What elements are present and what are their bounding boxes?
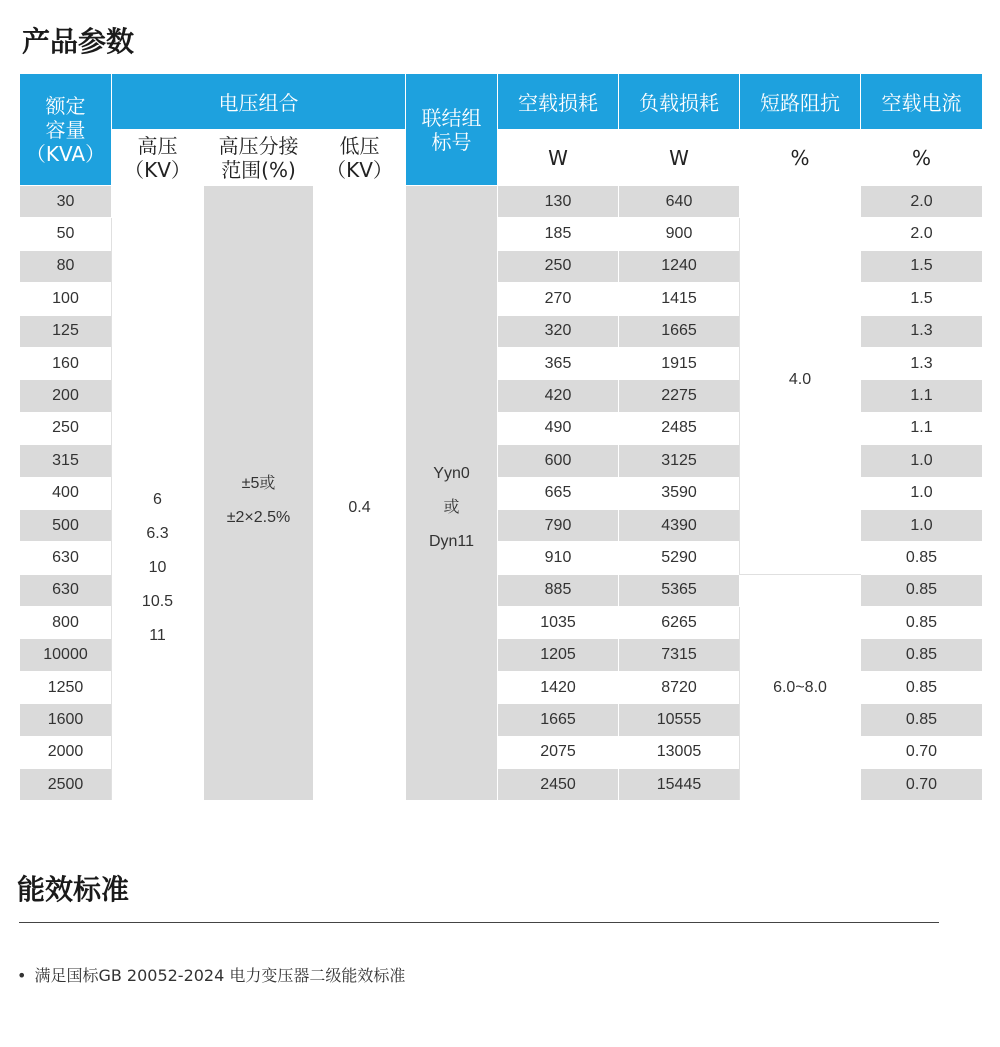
no-load-loss-cell: 130 bbox=[498, 186, 619, 218]
capacity-cell: 125 bbox=[20, 315, 112, 347]
no-load-loss-cell: 910 bbox=[498, 542, 619, 574]
header-connection-group: 联结组 标号 bbox=[406, 74, 498, 186]
capacity-cell: 160 bbox=[20, 347, 112, 379]
impedance-cell: 4.0 bbox=[740, 186, 861, 575]
no-load-current-cell: 1.0 bbox=[861, 509, 983, 541]
header-no-load-current: 空载电流 bbox=[861, 74, 983, 130]
no-load-current-cell: 1.3 bbox=[861, 347, 983, 379]
capacity-cell: 800 bbox=[20, 607, 112, 639]
no-load-current-cell: 0.85 bbox=[861, 542, 983, 574]
no-load-current-cell: 0.85 bbox=[861, 704, 983, 736]
efficiency-standard-item bbox=[17, 963, 405, 986]
table-row bbox=[20, 186, 983, 218]
high-voltage-value: 6 bbox=[153, 491, 162, 509]
tap-range-value: ±5或 bbox=[241, 475, 276, 493]
capacity-cell: 2500 bbox=[20, 769, 112, 801]
no-load-current-cell: 0.85 bbox=[861, 607, 983, 639]
high-voltage-value: 11 bbox=[149, 627, 166, 645]
load-loss-cell: 2275 bbox=[619, 380, 740, 412]
no-load-loss-cell: 420 bbox=[498, 380, 619, 412]
section-title-energy-efficiency: 能效标准 bbox=[17, 873, 130, 906]
load-loss-cell: 640 bbox=[619, 186, 740, 218]
header-low-voltage: 低压 （KV） bbox=[314, 130, 406, 186]
connection-group-value: 或 bbox=[443, 499, 460, 517]
section-title-product-params: 产品参数 bbox=[22, 25, 135, 58]
no-load-current-cell: 1.5 bbox=[861, 283, 983, 315]
capacity-cell: 30 bbox=[20, 186, 112, 218]
connection-group-value: Yyn0 bbox=[433, 465, 470, 483]
no-load-loss-cell: 250 bbox=[498, 250, 619, 282]
header-short-circuit-impedance: 短路阻抗 bbox=[740, 74, 861, 130]
capacity-cell: 10000 bbox=[20, 639, 112, 671]
load-loss-cell: 900 bbox=[619, 218, 740, 250]
header-capacity: 额定 容量 （KVA） bbox=[20, 74, 112, 186]
bullet-icon: • bbox=[17, 966, 27, 985]
no-load-loss-cell: 185 bbox=[498, 218, 619, 250]
load-loss-cell: 13005 bbox=[619, 736, 740, 768]
capacity-cell: 1600 bbox=[20, 704, 112, 736]
no-load-loss-cell: 1420 bbox=[498, 671, 619, 703]
no-load-current-cell: 1.0 bbox=[861, 445, 983, 477]
load-loss-cell: 1915 bbox=[619, 347, 740, 379]
impedance-cell: 6.0~8.0 bbox=[740, 574, 861, 801]
load-loss-cell: 6265 bbox=[619, 607, 740, 639]
load-loss-cell: 3590 bbox=[619, 477, 740, 509]
header-voltage-group: 电压组合 bbox=[112, 74, 406, 130]
unit-load-loss: W bbox=[619, 130, 740, 186]
connection-group-cell bbox=[406, 186, 498, 801]
capacity-cell: 315 bbox=[20, 445, 112, 477]
no-load-loss-cell: 365 bbox=[498, 347, 619, 379]
no-load-loss-cell: 1665 bbox=[498, 704, 619, 736]
capacity-cell: 50 bbox=[20, 218, 112, 250]
capacity-cell: 100 bbox=[20, 283, 112, 315]
load-loss-cell: 7315 bbox=[619, 639, 740, 671]
load-loss-cell: 5365 bbox=[619, 574, 740, 606]
capacity-cell: 200 bbox=[20, 380, 112, 412]
divider bbox=[19, 922, 939, 923]
no-load-loss-cell: 600 bbox=[498, 445, 619, 477]
capacity-cell: 630 bbox=[20, 574, 112, 606]
load-loss-cell: 8720 bbox=[619, 671, 740, 703]
no-load-current-cell: 1.5 bbox=[861, 250, 983, 282]
capacity-cell: 500 bbox=[20, 509, 112, 541]
connection-group-value: Dyn11 bbox=[428, 533, 475, 551]
efficiency-standard-text: 满足国标GB 20052-2024 电力变压器二级能效标准 bbox=[34, 966, 406, 985]
high-voltage-value: 10.5 bbox=[141, 593, 174, 611]
unit-impedance: % bbox=[740, 130, 861, 186]
no-load-current-cell: 0.85 bbox=[861, 639, 983, 671]
no-load-loss-cell: 2075 bbox=[498, 736, 619, 768]
no-load-current-cell: 0.70 bbox=[861, 769, 983, 801]
no-load-current-cell: 0.85 bbox=[861, 671, 983, 703]
no-load-loss-cell: 490 bbox=[498, 412, 619, 444]
no-load-loss-cell: 1035 bbox=[498, 607, 619, 639]
unit-no-load-current: % bbox=[861, 130, 983, 186]
header-no-load-loss: 空载损耗 bbox=[498, 74, 619, 130]
capacity-cell: 1250 bbox=[20, 671, 112, 703]
capacity-cell: 250 bbox=[20, 412, 112, 444]
load-loss-cell: 10555 bbox=[619, 704, 740, 736]
low-voltage-cell: 0.4 bbox=[314, 186, 406, 801]
header-high-voltage: 高压 （KV） bbox=[112, 130, 204, 186]
load-loss-cell: 1665 bbox=[619, 315, 740, 347]
no-load-current-cell: 1.1 bbox=[861, 380, 983, 412]
high-voltage-cell bbox=[112, 186, 204, 801]
load-loss-cell: 2485 bbox=[619, 412, 740, 444]
capacity-cell: 80 bbox=[20, 250, 112, 282]
load-loss-cell: 1240 bbox=[619, 250, 740, 282]
load-loss-cell: 3125 bbox=[619, 445, 740, 477]
header-load-loss: 负载损耗 bbox=[619, 74, 740, 130]
tap-range-value: ±2×2.5% bbox=[226, 509, 291, 527]
capacity-cell: 2000 bbox=[20, 736, 112, 768]
capacity-cell: 630 bbox=[20, 542, 112, 574]
no-load-current-cell: 0.85 bbox=[861, 574, 983, 606]
capacity-cell: 400 bbox=[20, 477, 112, 509]
no-load-loss-cell: 885 bbox=[498, 574, 619, 606]
high-voltage-value: 6.3 bbox=[146, 525, 169, 543]
no-load-loss-cell: 320 bbox=[498, 315, 619, 347]
load-loss-cell: 4390 bbox=[619, 509, 740, 541]
no-load-loss-cell: 1205 bbox=[498, 639, 619, 671]
no-load-loss-cell: 2450 bbox=[498, 769, 619, 801]
high-voltage-value: 10 bbox=[148, 559, 167, 577]
no-load-current-cell: 1.0 bbox=[861, 477, 983, 509]
no-load-current-cell: 0.70 bbox=[861, 736, 983, 768]
load-loss-cell: 15445 bbox=[619, 769, 740, 801]
header-tap-range: 高压分接 范围(%) bbox=[204, 130, 314, 186]
no-load-loss-cell: 665 bbox=[498, 477, 619, 509]
unit-no-load-loss: W bbox=[498, 130, 619, 186]
load-loss-cell: 1415 bbox=[619, 283, 740, 315]
no-load-current-cell: 1.1 bbox=[861, 412, 983, 444]
no-load-loss-cell: 790 bbox=[498, 509, 619, 541]
product-parameter-table bbox=[19, 73, 983, 801]
no-load-current-cell: 2.0 bbox=[861, 186, 983, 218]
no-load-loss-cell: 270 bbox=[498, 283, 619, 315]
tap-range-cell bbox=[204, 186, 314, 801]
load-loss-cell: 5290 bbox=[619, 542, 740, 574]
no-load-current-cell: 2.0 bbox=[861, 218, 983, 250]
no-load-current-cell: 1.3 bbox=[861, 315, 983, 347]
